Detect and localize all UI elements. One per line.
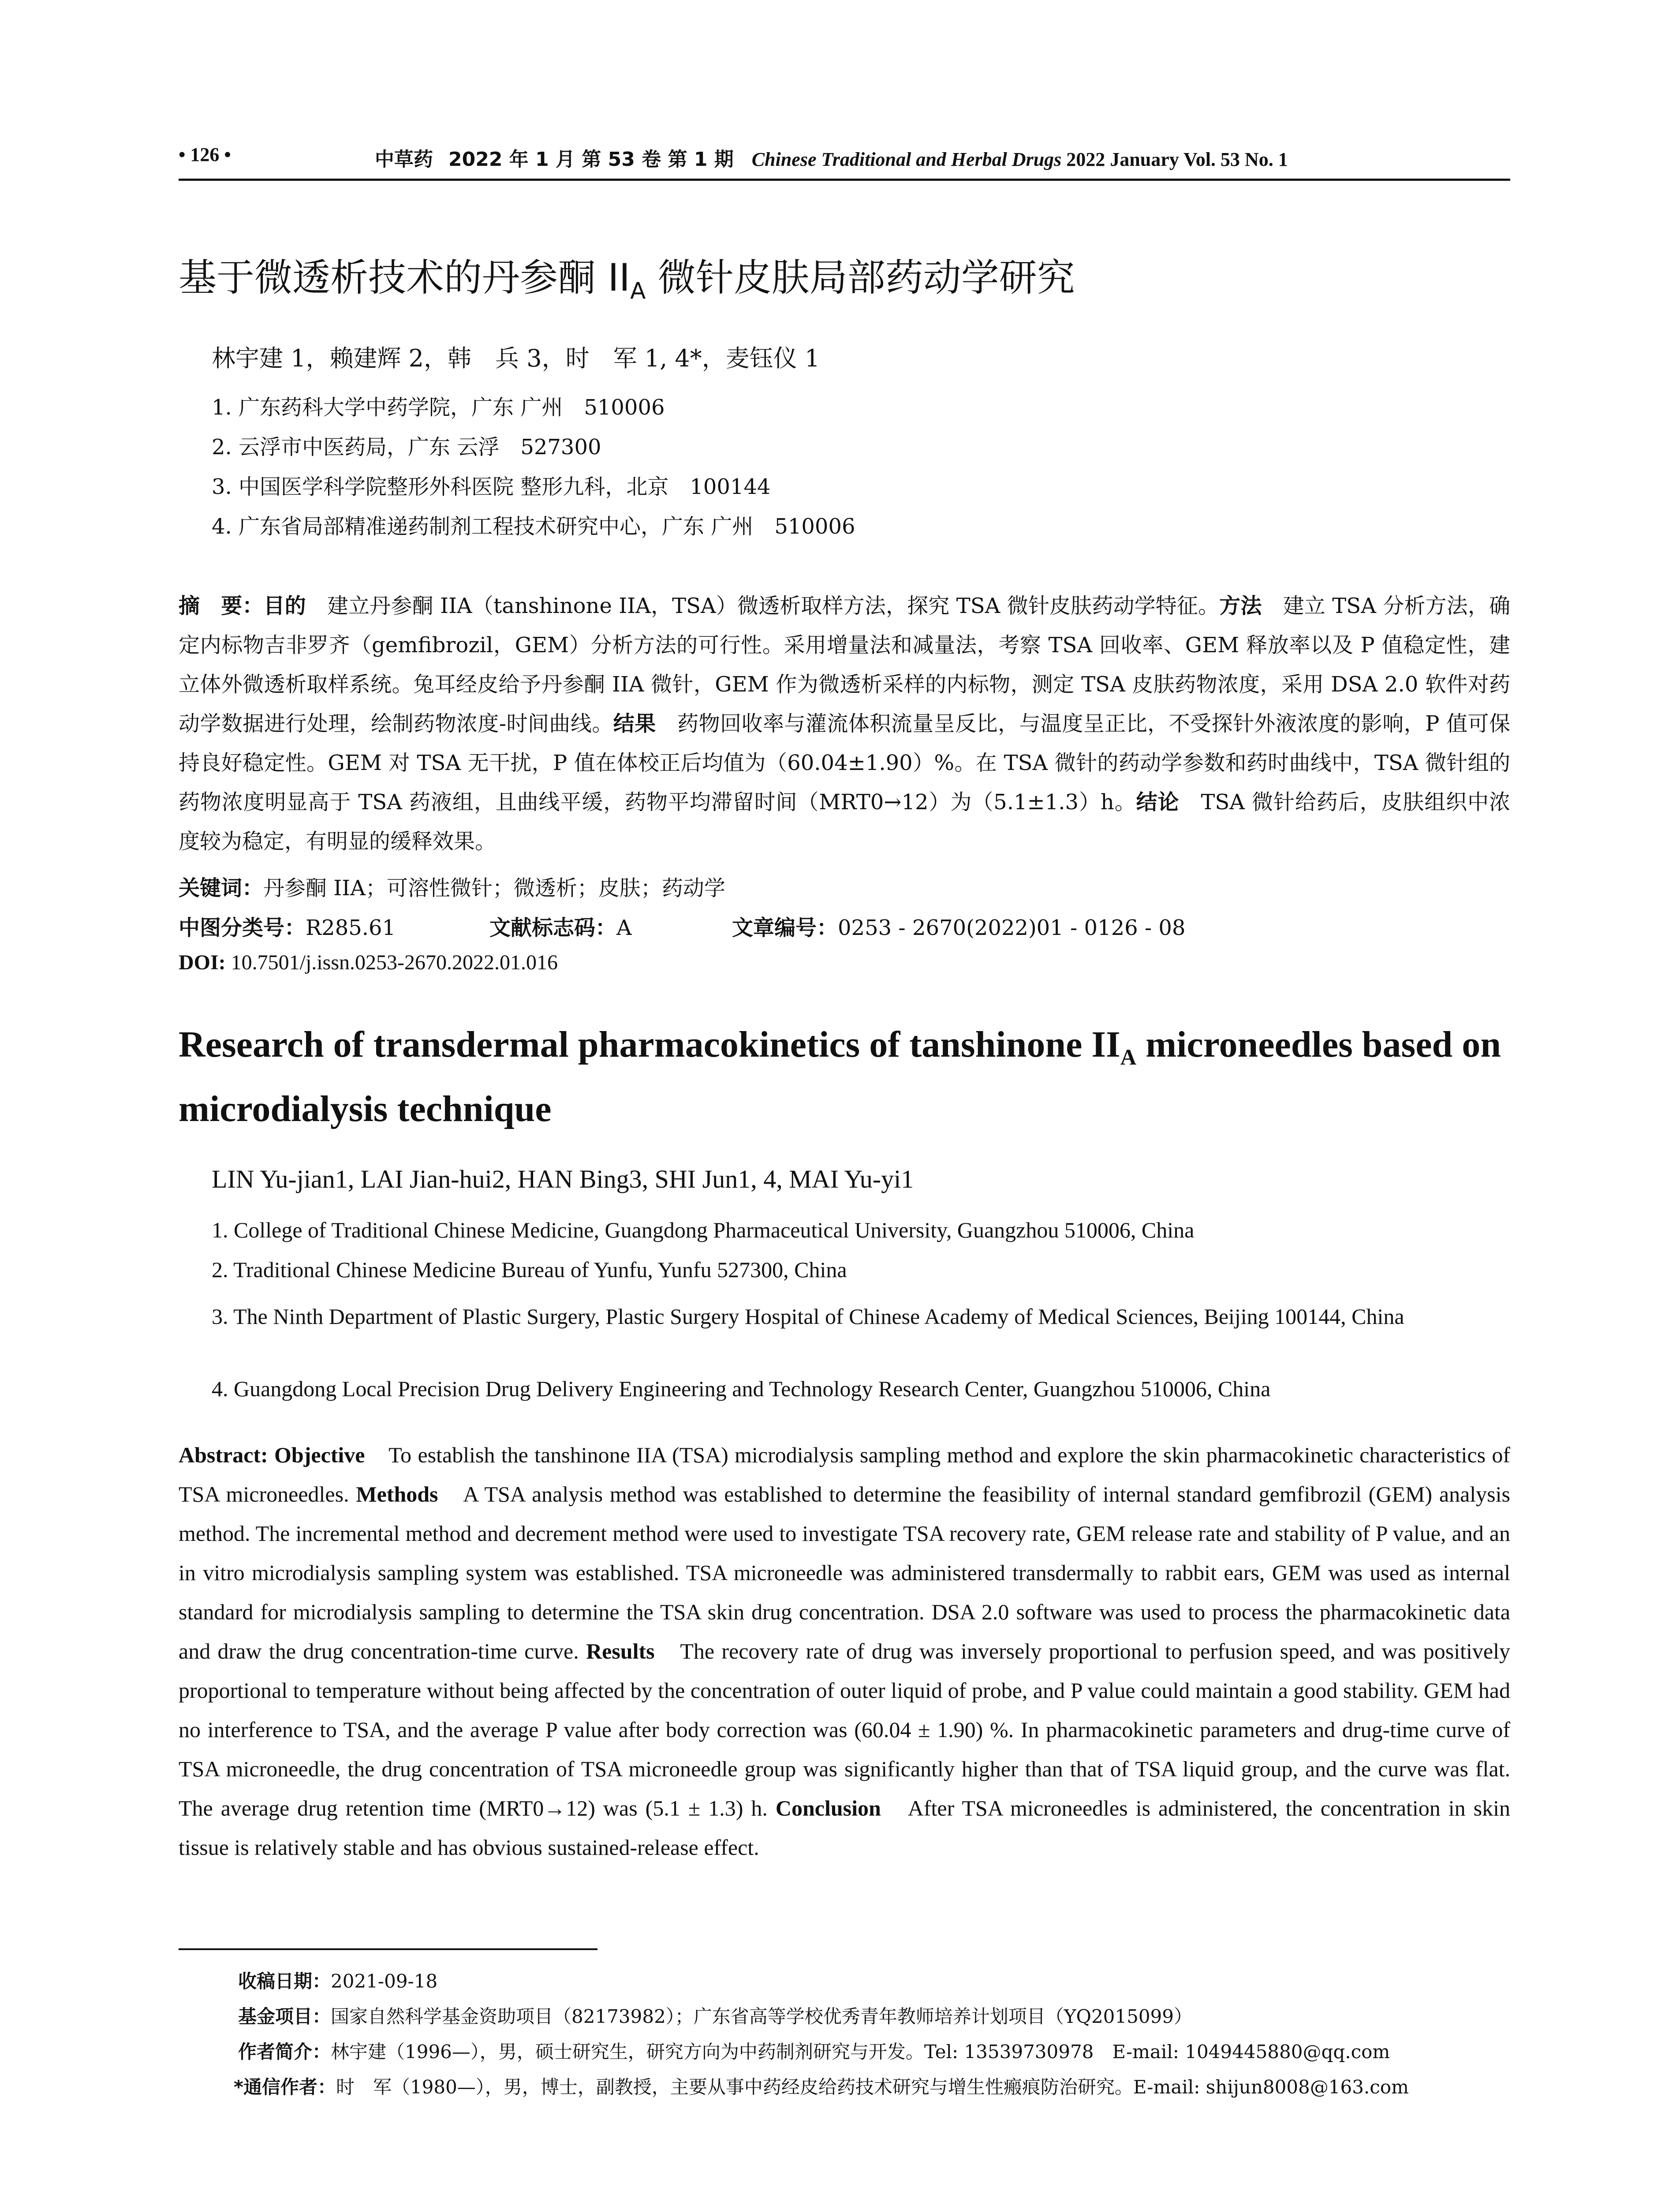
methods-cn-text: 建立 TSA 分析方法，确定内标物吉非罗齐（gemfibrozil，GEM）分析方法的可行性。采用增量法和减量法，考察 TSA 回收率、GEM 释放率以及 P 值稳定性，建立体外微透析取样系统。兔耳经皮给予丹参酮 IIA 微针，GEM 作为微透析采样的内标物，测定 TSA 皮肤药物浓度，采用 DSA 2.0 软件对药动学数据进行处理，绘制药物浓度-时间曲线。 [179, 594, 1510, 736]
objective-cn-label: 目的 [263, 594, 306, 618]
journal-name-cn: 中草药 [375, 148, 433, 171]
footnote-corresponding-text: 时 军（1980—），男，博士，副教授，主要从事中药经皮给药技术研究与增生性瘢痕防治研究。E-mail: shijun8008@163.com [336, 2076, 1409, 2098]
title-en [179, 1019, 1528, 1135]
clc-label: 中图分类号： [179, 916, 306, 940]
footnote-author-bio [238, 2037, 1390, 2064]
doccode-line [489, 911, 632, 941]
results-cn-text: 药物回收率与灌流体积流量呈反比，与温度呈正比，不受探针外液浓度的影响，P 值可保持良好稳定性。GEM 对 TSA 无干扰，P 值在体校正后均值为（60.04±1.90）%。在 TSA 微针的药动学参数和药时曲线中，TSA 微针组的药物浓度明显高于 TSA 药液组，且曲线平缓，药物平均滞留时间（MRT0→12）为（5.1±1.3）h。 [179, 711, 1510, 815]
doccode-label: 文献标志码： [489, 916, 617, 940]
abstract-cn [179, 587, 1510, 861]
title-cn-part2: 微针皮肤局部药动学研究 [646, 256, 1075, 300]
affiliation-en-1: 1. College of Traditional Chinese Medicine, Guangdong Pharmaceutical University, Guangzhou 510006, China [212, 1218, 1195, 1242]
footnote-funding-text: 国家自然科学基金资助项目（82173982）；广东省高等学校优秀青年教师培养计划项目（YQ2015099） [331, 2006, 1193, 2027]
abstract-en [179, 1435, 1510, 1867]
title-cn-sub: A [630, 278, 646, 305]
doccode-value: A [616, 916, 632, 940]
artno-label: 文章编号： [732, 916, 838, 940]
affiliation-cn-3: 3. 中国医学科学院整形外科医院 整形九科，北京 100144 [212, 475, 771, 499]
methods-cn-label: 方法 [1219, 594, 1262, 618]
objective-en-text: To establish the tanshinone IIA (TSA) microdialysis sampling method and explore the skin pharmacokinetic characteristics of TSA microneedles. [179, 1443, 1510, 1506]
page-number: • 126 • [179, 144, 231, 165]
footnote-corresponding [234, 2073, 1409, 2099]
journal-name-en: Chinese Traditional and Herbal Drugs [751, 149, 1062, 170]
doi-line [179, 950, 558, 975]
classification-line [179, 911, 396, 941]
affiliation-cn-4: 4. 广东省局部精准递药制剂工程技术研究中心，广东 广州 510006 [212, 514, 855, 539]
affiliation-en-3: 3. The Ninth Department of Plastic Surgery, Plastic Surgery Hospital of Chinese Academy of Medical Sciences, Beijing 100144, China [212, 1304, 1404, 1329]
footnote-received-label: 收稿日期： [238, 1970, 331, 1992]
keywords-cn [179, 871, 725, 901]
results-cn-label: 结果 [613, 711, 656, 736]
article-number-line [732, 911, 1185, 941]
affiliation-cn-2: 2. 云浮市中医药局，广东 云浮 527300 [212, 435, 601, 460]
title-en-part1: Research of transdermal pharmacokinetics of tanshinone II [179, 1024, 1120, 1065]
footnote-rule [179, 1948, 597, 1950]
footnote-author-bio-text: 林宇建（1996—），男，硕士研究生，研究方向为中药制剂研究与开发。Tel: 13539730978 E-mail: 1049445880@qq.com [331, 2041, 1390, 2063]
methods-en-label: Methods [356, 1482, 438, 1506]
results-en-label: Results [586, 1639, 655, 1663]
issue-en: 2022 January Vol. 53 No. 1 [1066, 149, 1288, 170]
keywords-cn-label: 关键词： [179, 876, 264, 901]
affiliation-en-4: 4. Guangdong Local Precision Drug Delivery Engineering and Technology Research Center, Guangzhou 510006, China [212, 1376, 1271, 1401]
results-en-text: The recovery rate of drug was inversely proportional to perfusion speed, and was positively proportional to temperature without being affected by the concentration of outer liquid of probe, and P value could maintain a good stability. GEM had no interference to TSA, and the average P value after body correction was (60.04 ± 1.90) %. In pharmacokinetic parameters and drug-time curve of TSA microneedle, the drug concentration of TSA microneedle group was significantly higher than that of TSA liquid group, and the curve was flat. The average drug retention time (MRT0→12) was (5.1 ± 1.3) h. [179, 1639, 1510, 1820]
authors-cn: 林宇建 1，赖建辉 2，韩 兵 3，时 军 1, 4*，麦钰仪 1 [212, 344, 820, 372]
conclusion-en-label: Conclusion [775, 1796, 881, 1820]
footnote-funding [238, 2002, 1192, 2029]
clc-value: R285.61 [306, 916, 396, 940]
affiliation-cn-1: 1. 广东药科大学中药学院，广东 广州 510006 [212, 395, 665, 420]
affiliation-en-2: 2. Traditional Chinese Medicine Bureau of Yunfu, Yunfu 527300, China [212, 1257, 847, 1282]
title-en-sub: A [1120, 1044, 1137, 1069]
objective-cn-text: 建立丹参酮 IIA（tanshinone IIA，TSA）微透析取样方法，探究 TSA 微针皮肤药动学特征。 [306, 594, 1220, 618]
keywords-cn-text: 丹参酮 IIA；可溶性微针；微透析；皮肤；药动学 [263, 876, 725, 901]
title-en-part2: microneedles based on microdialysis technique [179, 1024, 1501, 1129]
authors-en: LIN Yu-jian1, LAI Jian-hui2, HAN Bing3, SHI Jun1, 4, MAI Yu-yi1 [212, 1165, 914, 1193]
footnote-received-text: 2021-09-18 [331, 1970, 438, 1992]
footnote-corresponding-label: *通信作者： [234, 2076, 336, 2098]
doi-value[interactable]: 10.7501/j.issn.0253-2670.2022.01.016 [231, 951, 558, 974]
footnote-funding-label: 基金项目： [238, 2006, 331, 2027]
conclusion-cn-text: TSA 微针给药后，皮肤组织中浓度较为稳定，有明显的缓释效果。 [179, 790, 1510, 854]
header-rule [179, 179, 1510, 181]
title-cn [179, 247, 1075, 304]
issue-cn: 2022 年 1 月 第 53 卷 第 1 期 [448, 148, 734, 171]
conclusion-en-text: After TSA microneedles is administered, the concentration in skin tissue is relatively stable and has obvious sustained-release effect. [179, 1796, 1510, 1860]
abstract-en-label: Abstract: Objective [179, 1443, 365, 1467]
running-header [375, 143, 1288, 172]
methods-en-text: A TSA analysis method was established to determine the feasibility of internal standard gemfibrozil (GEM) analysis method. The incremental method and decrement method were used to investigate TSA recovery rate, GEM release rate and stability of P value, and an in vitro microdialysis sampling system was established. TSA microneedle was administered transdermally to rabbit ears, GEM was used as internal standard for microdialysis sampling to determine the TSA skin drug concentration. DSA 2.0 software was used to process the pharmacokinetic data and draw the drug concentration-time curve. [179, 1482, 1510, 1663]
artno-value: 0253 - 2670(2022)01 - 0126 - 08 [838, 916, 1186, 940]
footnote-received [238, 1967, 437, 1993]
conclusion-cn-label: 结论 [1136, 790, 1180, 815]
title-cn-part1: 基于微透析技术的丹参酮 II [179, 256, 631, 300]
footnote-author-bio-label: 作者简介： [238, 2041, 331, 2063]
doi-label: DOI: [179, 951, 226, 974]
abstract-cn-label: 摘 要： [179, 594, 264, 618]
